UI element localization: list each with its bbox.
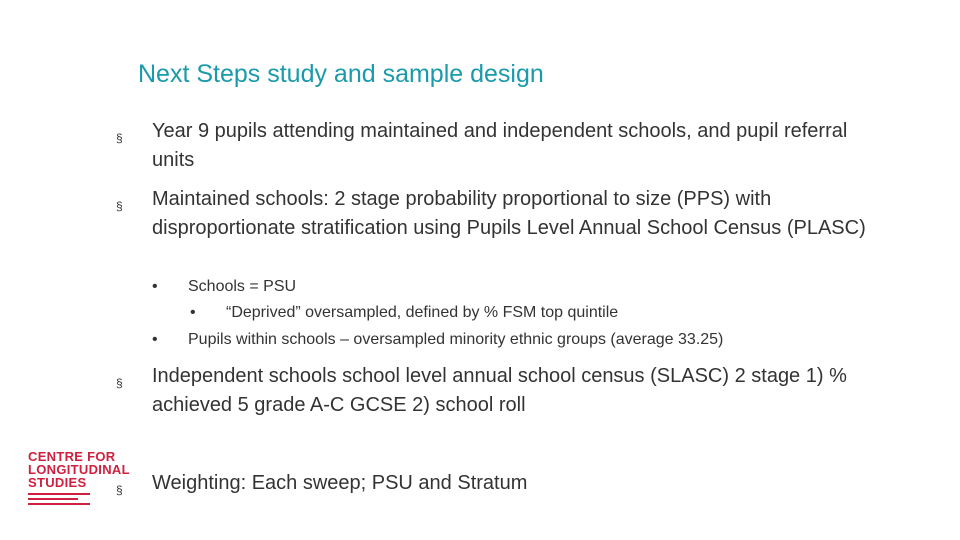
sub-bullet-marker: •	[190, 304, 196, 321]
sub-bullet-text: Schools = PSU	[188, 278, 297, 295]
bullet-text: Year 9 pupils attending maintained and independent schools, and pupil referral units	[152, 120, 848, 171]
bullet-text: Maintained schools: 2 stage probability proportional to size (PPS) with disproportionate stratification using Pupils Level Annual School Census (PLASC)	[152, 188, 866, 239]
bullet-text: Independent schools school level annual school census (SLASC) 2 stage 1) % achieved 5 grade A-C GCSE 2) school roll	[152, 365, 847, 416]
sub-bullet-text: “Deprived” oversampled, defined by % FSM top quintile	[226, 304, 619, 321]
sub-bullet-marker: •	[152, 331, 158, 348]
sub-bullet-marker: •	[152, 278, 158, 295]
logo-rule	[28, 493, 90, 495]
logo-line-1: CENTRE FOR	[28, 449, 116, 464]
bullet-marker: §	[116, 376, 123, 390]
logo-line-2: LONGITUDINAL	[28, 462, 130, 477]
bullet-marker: §	[116, 131, 123, 145]
logo-line-3: STUDIES	[28, 475, 87, 490]
bullet-marker: §	[116, 483, 123, 497]
bullet-text: Weighting: Each sweep; PSU and Stratum	[152, 472, 528, 494]
slide-title: Next Steps study and sample design	[138, 60, 544, 88]
bullet-marker: §	[116, 199, 123, 213]
logo-rule	[28, 503, 90, 505]
sub-bullet-text: Pupils within schools – oversampled minority ethnic groups (average 33.25)	[188, 331, 724, 348]
logo-rule	[28, 498, 78, 500]
